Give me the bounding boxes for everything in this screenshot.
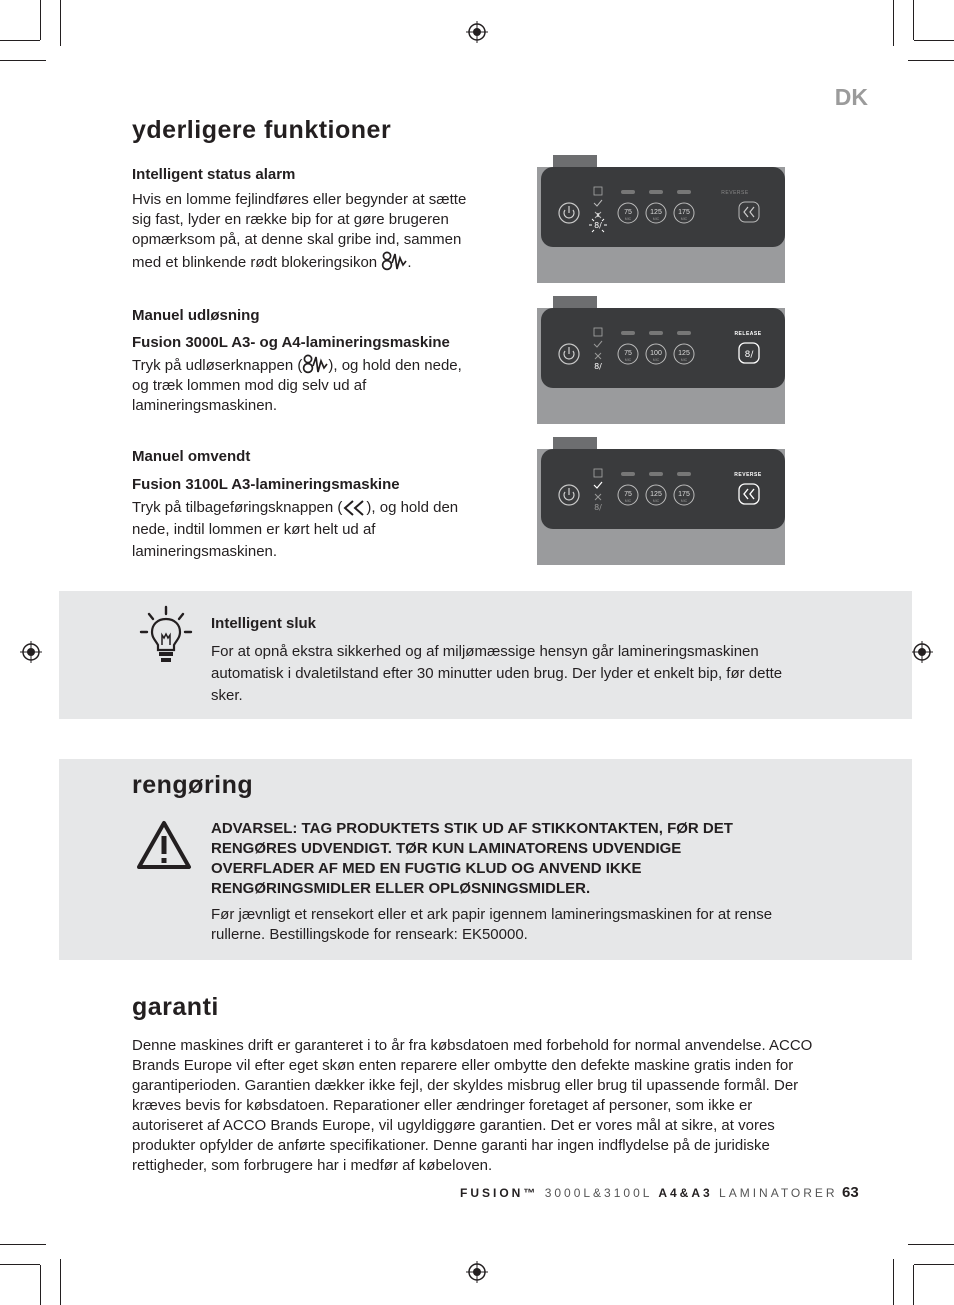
page-number: 63 bbox=[842, 1184, 859, 1201]
warning-icon bbox=[135, 819, 193, 871]
svg-text:8/: 8/ bbox=[744, 350, 754, 360]
reverse-text-end: ), og hold den nede, indtil lommen er kørt helt ud af lamineringsmaskinen. bbox=[132, 499, 459, 560]
registration-mark-icon bbox=[911, 641, 933, 663]
section-title-warranty: garanti bbox=[132, 993, 219, 1021]
control-panel-image-reverse bbox=[537, 437, 785, 565]
crop-mark bbox=[908, 1244, 954, 1245]
section-title-features: yderligere funktioner bbox=[132, 116, 392, 144]
smart-off-box bbox=[59, 591, 912, 719]
crop-mark bbox=[913, 1265, 914, 1305]
crop-mark bbox=[40, 1265, 41, 1305]
panel-temp-unit: MIC bbox=[624, 358, 632, 362]
cleaning-text: Før jævnligt et rensekort eller et ark papir igennem lamineringsmaskinen for at rense rullerne. Bestillingskode for renseark: EK50000. bbox=[211, 906, 773, 943]
panel-temp: 75 bbox=[624, 350, 632, 357]
release-text-start: Tryk på udløserknappen ( bbox=[132, 357, 303, 374]
footer-product: LAMINATORER bbox=[719, 1186, 838, 1200]
footer-models: 3000L&3100L bbox=[544, 1186, 652, 1200]
footer-product-line bbox=[460, 1186, 838, 1200]
control-panel-image-release bbox=[537, 296, 785, 424]
panel-temp: 125 bbox=[650, 209, 662, 216]
panel-temp: 125 bbox=[678, 350, 690, 357]
panel-temp: 75 bbox=[624, 491, 632, 498]
crop-mark bbox=[914, 40, 954, 41]
panel-temp-unit: MIC bbox=[624, 499, 632, 503]
alarm-text-end: . bbox=[407, 254, 412, 271]
jam-icon bbox=[381, 250, 407, 272]
section-title-cleaning: rengøring bbox=[132, 771, 254, 799]
release-heading: Manuel udløsning bbox=[132, 307, 260, 324]
panel-temp-unit: MIC bbox=[680, 358, 688, 362]
reverse-text bbox=[132, 497, 462, 563]
warranty-text: Denne maskines drift er garanteret i to år fra købsdatoen med forbehold for normal anvendelse. ACCO Brands Europe vil efter eget skøn enten reparere eller ombytte den defekte maskine gratis inden for garantiperioden. Garantien dækker ikke fejl, der skyldes misbrug eller brug til upassende formål. Der kræves bevis for købsdatoen. Reparationer eller ændringer foretaget af personer, som ikke er autoriseret af ACCO Brands Europe, vil ugyldiggøre garantien. Det er vores mål at sikre, at vores produkter opfylder de anførte specifikationer. Denne garanti har ingen indflydelse på de juridiske rettigheder, som forbrugere har i medfør af købeloven. bbox=[132, 1037, 813, 1174]
panel-temp-unit: MIC bbox=[680, 499, 688, 503]
crop-mark bbox=[908, 60, 954, 61]
panel-temp-unit: MIC bbox=[652, 499, 660, 503]
crop-mark bbox=[0, 60, 46, 61]
footer-formats: A4&A3 bbox=[658, 1186, 713, 1200]
panel-button-label: REVERSE bbox=[721, 190, 749, 196]
reverse-text-start: Tryk på tilbageføringsknappen ( bbox=[132, 499, 343, 516]
lightbulb-icon bbox=[139, 605, 193, 663]
panel-temp-unit: MIC bbox=[624, 217, 632, 221]
panel-temp: 175 bbox=[678, 491, 690, 498]
language-tag: DK bbox=[834, 84, 868, 110]
crop-mark bbox=[893, 1259, 894, 1305]
reverse-icon bbox=[342, 499, 366, 517]
reverse-model: Fusion 3100L A3-lamineringsmaskine bbox=[132, 476, 400, 493]
panel-button-label: REVERSE bbox=[734, 472, 762, 478]
registration-mark-icon bbox=[466, 21, 488, 43]
registration-mark-icon bbox=[20, 641, 42, 663]
cleaning-box bbox=[59, 759, 912, 960]
alarm-heading: Intelligent status alarm bbox=[132, 166, 296, 183]
crop-mark bbox=[914, 1264, 954, 1265]
alarm-text-main: Hvis en lomme fejlindføres eller begynder at sætte sig fast, lyder en række bip for at gøre brugeren opmærksom på, at denne skal gribe ind, sammen med et blinkende rødt blokeringsikon bbox=[132, 191, 467, 271]
cleaning-warning: ADVARSEL: TAG PRODUKTETS STIK UD AF STIKKONTAKTEN, FØR DET RENGØRES UDVENDIGT. TØR KUN LAMINATORENS UDVENDIGE OVERFLADER AF MED EN FUGTIG KLUD OG ANVEND IKKE RENGØRINGSMIDLER ELLER OPLØSNINGSMIDLER. bbox=[211, 820, 733, 897]
crop-mark bbox=[60, 0, 61, 46]
reverse-heading: Manuel omvendt bbox=[132, 448, 251, 465]
release-model: Fusion 3000L A3- og A4-lamineringsmaskine bbox=[132, 334, 450, 351]
smart-off-text: For at opnå ekstra sikkerhed og af miljømæssige hensyn går lamineringsmaskinen automatisk i dvaletilstand efter 30 minutter uden brug. Der lyder et enkelt bip, før dette sker. bbox=[211, 643, 783, 704]
footer-brand: FUSION™ bbox=[460, 1186, 539, 1200]
smart-off-heading: Intelligent sluk bbox=[211, 615, 317, 632]
panel-temp-unit: MIC bbox=[680, 217, 688, 221]
panel-temp-unit: MIC bbox=[652, 217, 660, 221]
crop-mark bbox=[0, 40, 40, 41]
registration-mark-icon bbox=[466, 1261, 488, 1283]
crop-mark bbox=[0, 1244, 46, 1245]
panel-temp: 100 bbox=[650, 350, 662, 357]
release-text-end: ), og hold den nede, og træk lommen mod dig selv ud af lamineringsmaskinen. bbox=[132, 357, 462, 414]
control-panel-image-alarm bbox=[537, 155, 785, 283]
panel-temp: 125 bbox=[650, 491, 662, 498]
svg-text:8/: 8/ bbox=[594, 221, 602, 230]
release-icon bbox=[302, 353, 328, 375]
panel-temp: 75 bbox=[624, 209, 632, 216]
crop-mark bbox=[893, 0, 894, 46]
panel-temp: 175 bbox=[678, 209, 690, 216]
crop-mark bbox=[913, 0, 914, 40]
alarm-text bbox=[132, 190, 484, 273]
release-text bbox=[132, 353, 472, 416]
svg-text:8/: 8/ bbox=[594, 503, 602, 512]
panel-button-label: RELEASE bbox=[734, 331, 762, 337]
crop-mark bbox=[60, 1259, 61, 1305]
panel-temp-unit: MIC bbox=[652, 358, 660, 362]
crop-mark bbox=[0, 1264, 40, 1265]
crop-mark bbox=[40, 0, 41, 40]
svg-text:8/: 8/ bbox=[594, 362, 602, 371]
